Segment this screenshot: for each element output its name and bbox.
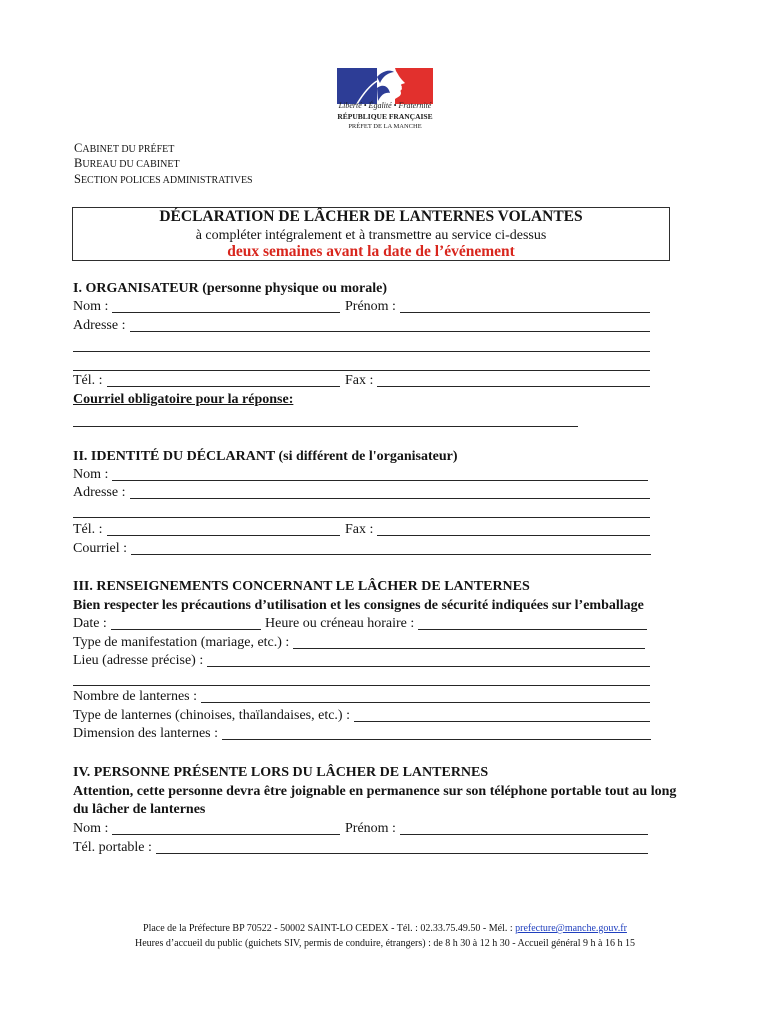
- dimension-lanternes-label: Dimension des lanternes :: [73, 726, 219, 741]
- organisateur-nom-label: Nom :: [73, 299, 109, 314]
- declarant-tel-field[interactable]: [107, 521, 340, 536]
- organisateur-adresse-field-line-2[interactable]: [73, 351, 650, 352]
- logo-motto: Liberté • Égalité • Fraternité: [338, 101, 432, 110]
- form-subtitle: à compléter intégralement et à transmettre au service ci-dessus: [195, 228, 547, 243]
- header-section: SECTION POLICES ADMINISTRATIVES: [74, 172, 253, 186]
- type-lanternes-label: Type de lanternes (chinoises, thaïlandaises, etc.) :: [73, 708, 350, 723]
- organisateur-courriel-label: Courriel obligatoire pour la réponse:: [73, 392, 294, 407]
- personne-tel-portable-row: [73, 839, 648, 857]
- nombre-lanternes-row: [73, 688, 650, 706]
- organisateur-tel-label: Tél. :: [73, 373, 103, 388]
- declarant-tel-row: [73, 521, 340, 539]
- marianne-logo: [337, 68, 433, 104]
- declarant-nom-label: Nom :: [73, 467, 109, 482]
- declarant-tel-label: Tél. :: [73, 522, 103, 537]
- lacher-heure-field[interactable]: [418, 615, 647, 630]
- declarant-courriel-field[interactable]: [131, 540, 651, 555]
- logo-republique-francaise: RÉPUBLIQUE FRANÇAISE: [337, 112, 433, 121]
- form-title: DÉCLARATION DE LÂCHER DE LANTERNES VOLANTES: [159, 208, 583, 225]
- title-box: [72, 207, 670, 261]
- declarant-fax-field[interactable]: [377, 521, 650, 536]
- lacher-date-label: Date :: [73, 616, 107, 631]
- renseignements-notice: Bien respecter les précautions d’utilisation et les consignes de sécurité indiquées sur l’emballage: [73, 598, 644, 613]
- email-link[interactable]: prefecture@manche.gouv.fr: [515, 923, 627, 934]
- declarant-courriel-label: Courriel :: [73, 541, 128, 556]
- organisateur-tel-row: [73, 372, 340, 390]
- organisateur-adresse-field[interactable]: [130, 317, 651, 332]
- organisateur-prenom-label: Prénom :: [345, 299, 396, 314]
- personne-nom-field[interactable]: [112, 820, 340, 835]
- personne-nom-row: [73, 820, 340, 838]
- section-organisateur-heading: I. ORGANISATEUR (personne physique ou morale): [73, 281, 387, 296]
- section-personne-presente-heading: IV. PERSONNE PRÉSENTE LORS DU LÂCHER DE LANTERNES: [73, 765, 489, 780]
- declarant-adresse-field-line-2[interactable]: [73, 517, 650, 518]
- type-lanternes-field[interactable]: [354, 707, 650, 722]
- declarant-adresse-label: Adresse :: [73, 485, 126, 500]
- header-bureau: BUREAU DU CABINET: [74, 156, 180, 170]
- declarant-nom-field[interactable]: [112, 466, 648, 481]
- organisateur-adresse-row: [73, 317, 650, 335]
- type-lanternes-row: [73, 707, 650, 725]
- declarant-fax-row: [345, 521, 650, 539]
- personne-prenom-label: Prénom :: [345, 821, 396, 836]
- lieu-field-line-2[interactable]: [73, 685, 650, 686]
- personne-nom-label: Nom :: [73, 821, 109, 836]
- lieu-row: [73, 652, 650, 670]
- footer-hours: Heures d’accueil du public (guichets SIV, permis de conduire, étrangers) : de 8 h 30 à 12 h 30 - Accueil général 9 h à 16 h 15: [135, 938, 635, 949]
- organisateur-courriel-field[interactable]: [73, 426, 578, 427]
- organisateur-prenom-row: [345, 298, 650, 316]
- organisateur-adresse-field-line-3[interactable]: [73, 370, 650, 371]
- lacher-heure-row: [265, 615, 647, 633]
- nombre-lanternes-field[interactable]: [201, 688, 650, 703]
- personne-prenom-row: [345, 820, 648, 838]
- declarant-adresse-row: [73, 484, 650, 502]
- lieu-field[interactable]: [207, 652, 650, 667]
- declarant-fax-label: Fax :: [345, 522, 374, 537]
- header-cabinet: CABINET DU PRÉFET: [74, 141, 175, 155]
- personne-tel-portable-label: Tél. portable :: [73, 840, 152, 855]
- lacher-heure-label: Heure ou créneau horaire :: [265, 616, 415, 631]
- declarant-nom-row: [73, 466, 648, 484]
- personne-tel-portable-field[interactable]: [156, 839, 648, 854]
- organisateur-nom-field[interactable]: [112, 298, 340, 313]
- personne-presente-notice-line-2: du lâcher de lanternes: [73, 802, 206, 817]
- personne-prenom-field[interactable]: [400, 820, 648, 835]
- lieu-label: Lieu (adresse précise) :: [73, 653, 204, 668]
- section-renseignements-heading: III. RENSEIGNEMENTS CONCERNANT LE LÂCHER DE LANTERNES: [73, 579, 530, 594]
- organisateur-fax-label: Fax :: [345, 373, 374, 388]
- type-manifestation-row: [73, 634, 645, 652]
- organisateur-adresse-label: Adresse :: [73, 318, 126, 333]
- declarant-adresse-field[interactable]: [130, 484, 651, 499]
- dimension-lanternes-row: [73, 725, 651, 743]
- footer-address-text: Place de la Préfecture BP 70522 - 50002 SAINT-LO CEDEX - Tél. : 02.33.75.49.50 - Mél. :: [143, 923, 513, 934]
- type-manifestation-label: Type de manifestation (mariage, etc.) :: [73, 635, 290, 650]
- type-manifestation-field[interactable]: [293, 634, 645, 649]
- lacher-date-field[interactable]: [111, 615, 261, 630]
- organisateur-nom-row: [73, 298, 340, 316]
- organisateur-fax-row: [345, 372, 650, 390]
- organisateur-prenom-field[interactable]: [400, 298, 650, 313]
- lacher-date-row: [73, 615, 261, 633]
- section-declarant-heading: II. IDENTITÉ DU DÉCLARANT (si différent de l'organisateur): [73, 449, 458, 464]
- nombre-lanternes-label: Nombre de lanternes :: [73, 689, 198, 704]
- logo-prefet-manche: PRÉFET DE LA MANCHE: [348, 123, 422, 130]
- marianne-flag-icon: [337, 68, 433, 104]
- deadline-text: deux semaines avant la date de l’événement: [227, 243, 515, 260]
- organisateur-fax-field[interactable]: [377, 372, 650, 387]
- footer-address: [0, 922, 770, 936]
- declarant-courriel-row: [73, 540, 651, 558]
- personne-presente-notice-line-1: Attention, cette personne devra être joignable en permanence sur son téléphone portable tout au long: [73, 784, 677, 799]
- dimension-lanternes-field[interactable]: [222, 725, 651, 740]
- organisateur-tel-field[interactable]: [107, 372, 340, 387]
